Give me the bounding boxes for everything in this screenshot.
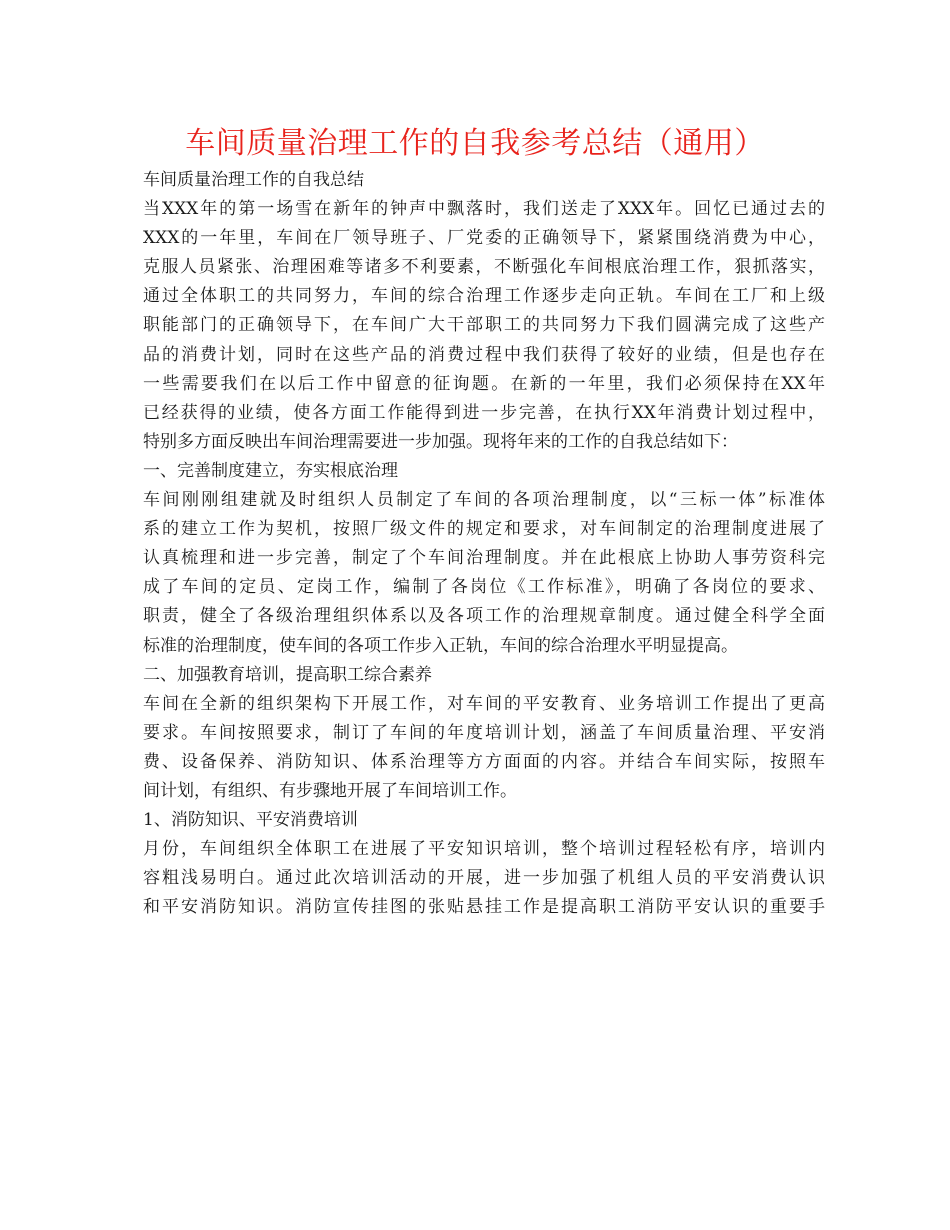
- paragraph-line: 特别多方面反映出车间治理需要进一步加强。现将年来的工作的自我总结如下：: [143, 431, 738, 452]
- paragraph-line: 克服人员紧张、治理困难等诸多不利要素，不断强化车间根底治理工作，狠抓落实，: [143, 257, 825, 278]
- section-heading: 一、完善制度建立，夯实根底治理: [143, 460, 398, 481]
- paragraph-line: 和平安消防知识。消防宣传挂图的张贴悬挂工作是提高职工消防平安认识的重要手: [143, 897, 825, 918]
- paragraph-line: 品的消费计划，同时在这些产品的消费过程中我们获得了较好的业绩，但是也存在: [143, 344, 825, 365]
- paragraph-line: 认真梳理和进一步完善，制定了个车间治理制度。并在此根底上协助人事劳资科完: [143, 548, 825, 569]
- paragraph-line: 职责，健全了各级治理组织体系以及各项工作的治理规章制度。通过健全科学全面: [143, 606, 825, 627]
- paragraph-line: XXX的一年里，车间在厂领导班子、厂党委的正确领导下，紧紧围绕消费为中心，: [143, 228, 825, 249]
- paragraph-line: 一些需要我们在以后工作中留意的征询题。在新的一年里，我们必须保持在XX年: [143, 373, 825, 394]
- document-body: [143, 166, 825, 922]
- paragraph-line: 职能部门的正确领导下，在车间广大干部职工的共同努力下我们圆满完成了这些产: [143, 315, 825, 336]
- paragraph-line-subtitle: 车间质量治理工作的自我总结: [143, 170, 364, 190]
- paragraph-line: 系的建立工作为契机，按照厂级文件的规定和要求，对车间制定的治理制度进展了: [143, 519, 825, 540]
- paragraph-line: 成了车间的定员、定岗工作，编制了各岗位《工作标准》，明确了各岗位的要求、: [143, 577, 825, 598]
- paragraph-line: 通过全体职工的共同努力，车间的综合治理工作逐步走向正轨。车间在工厂和上级: [143, 286, 825, 307]
- paragraph-line: 已经获得的业绩，使各方面工作能得到进一步完善，在执行XX年消费计划过程中，: [143, 402, 825, 423]
- paragraph-line: 车间刚刚组建就及时组织人员制定了车间的各项治理制度，以“三标一体”标准体: [143, 490, 825, 511]
- paragraph-line: 要求。车间按照要求，制订了车间的年度培训计划，涵盖了车间质量治理、平安消: [143, 722, 825, 743]
- paragraph-line: 标准的治理制度，使车间的各项工作步入正轨，车间的综合治理水平明显提高。: [143, 635, 738, 656]
- paragraph-line: 容粗浅易明白。通过此次培训活动的开展，进一步加强了机组人员的平安消费认识: [143, 868, 825, 889]
- paragraph-line: 间计划，有组织、有步骤地开展了车间培训工作。: [143, 780, 517, 801]
- section-heading: 二、加强教育培训，提高职工综合素养: [143, 664, 432, 685]
- paragraph-line: 车间在全新的组织架构下开展工作，对车间的平安教育、业务培训工作提出了更高: [143, 693, 825, 714]
- paragraph-line: 费、设备保养、消防知识、体系治理等方方面面的内容。并结合车间实际，按照车: [143, 751, 825, 772]
- document-title: 车间质量治理工作的自我参考总结（通用）: [185, 126, 765, 161]
- subsection-heading: 1、消防知识、平安消费培训: [143, 810, 358, 831]
- paragraph-line: 月份，车间组织全体职工在进展了平安知识培训，整个培训过程轻松有序，培训内: [143, 839, 825, 860]
- paragraph-line: 当XXX年的第一场雪在新年的钟声中飘落时，我们送走了XXX年。回忆已通过去的: [143, 199, 825, 220]
